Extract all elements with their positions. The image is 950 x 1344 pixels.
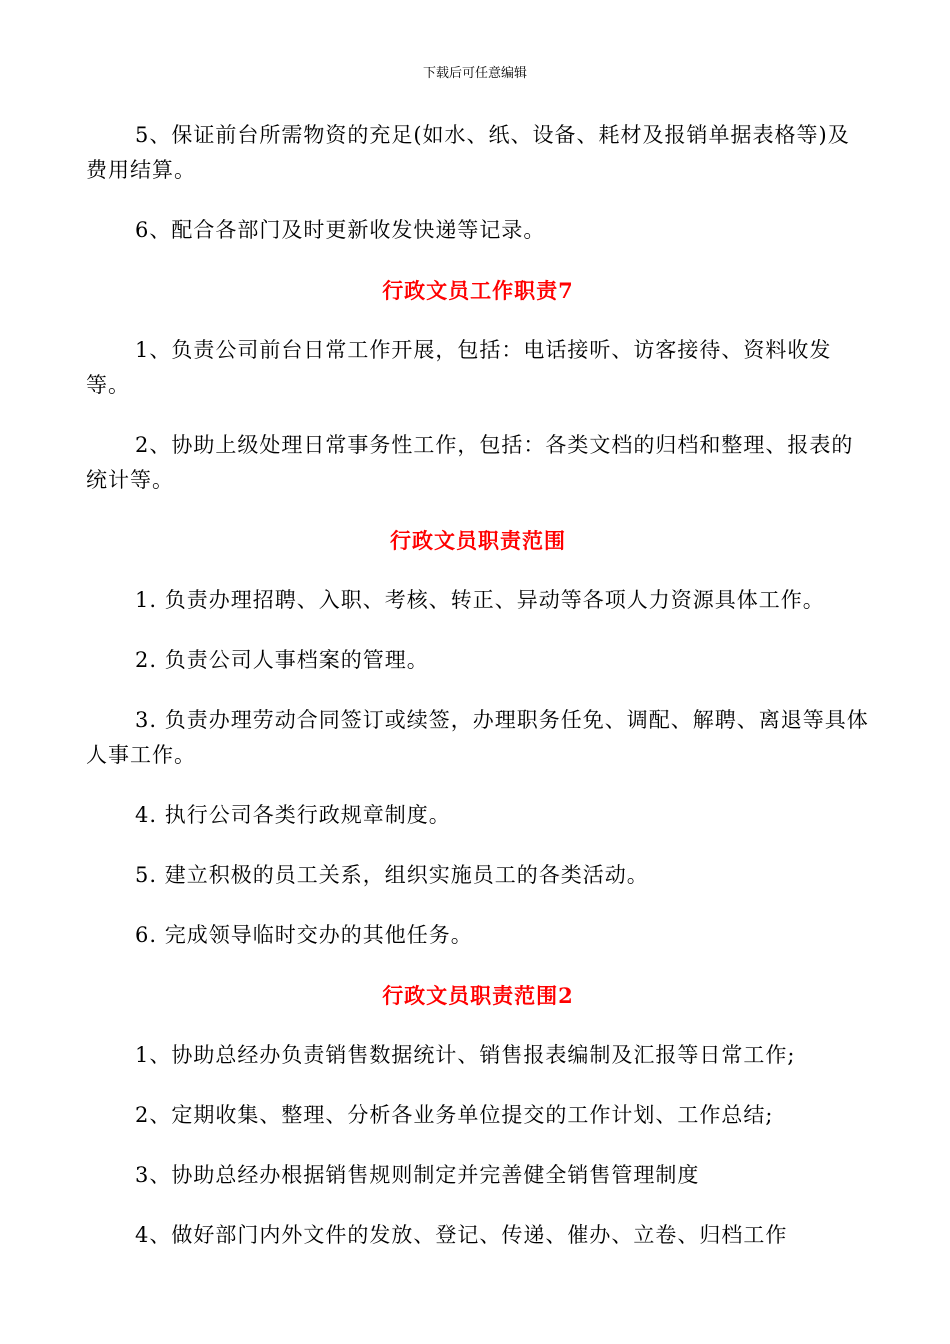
paragraph-employee-relations: 5. 建立积极的员工关系，组织实施员工的各类活动。 xyxy=(135,863,649,887)
paragraph-assist-superior: 2、协助上级处理日常事务性工作，包括：各类文档的归档和整理、报表的统计等。 xyxy=(86,433,854,492)
paragraph-document-handling: 4、做好部门内外文件的发放、登记、传递、催办、立卷、归档工作 xyxy=(135,1223,788,1247)
section-heading-scope: 行政文员职责范围 xyxy=(390,528,566,553)
paragraph-sales-system: 3、协助总经办根据销售规则制定并完善健全销售管理制度 xyxy=(135,1163,700,1187)
document-body xyxy=(86,118,870,1278)
paragraph-other-tasks: 6. 完成领导临时交办的其他任务。 xyxy=(135,923,473,947)
paragraph-regulations: 4. 执行公司各类行政规章制度。 xyxy=(135,803,451,827)
paragraph-work-plans: 2、定期收集、整理、分析各业务单位提交的工作计划、工作总结; xyxy=(135,1103,774,1127)
paragraph-5-supplies: 5、保证前台所需物资的充足(如水、纸、设备、耗材及报销单据表格等)及费用结算。 xyxy=(86,123,850,182)
section-heading-scope-2: 行政文员职责范围2 xyxy=(382,983,574,1008)
paragraph-personnel-files: 2. 负责公司人事档案的管理。 xyxy=(135,648,429,672)
paragraph-front-desk: 1、负责公司前台日常工作开展，包括：电话接听、访客接待、资料收发等。 xyxy=(86,338,832,397)
paragraph-hr-work: 1. 负责办理招聘、入职、考核、转正、异动等各项人力资源具体工作。 xyxy=(135,588,825,612)
paragraph-labor-contract: 3. 负责办理劳动合同签订或续签，办理职务任免、调配、解聘、离退等具体人事工作。 xyxy=(86,708,869,767)
paragraph-sales-statistics: 1、协助总经办负责销售数据统计、销售报表编制及汇报等日常工作; xyxy=(135,1043,796,1067)
section-heading-duties-7: 行政文员工作职责7 xyxy=(382,278,574,303)
page-header: 下载后可任意编辑 xyxy=(422,66,527,81)
paragraph-6-express-records: 6、配合各部门及时更新收发快递等记录。 xyxy=(135,218,546,242)
